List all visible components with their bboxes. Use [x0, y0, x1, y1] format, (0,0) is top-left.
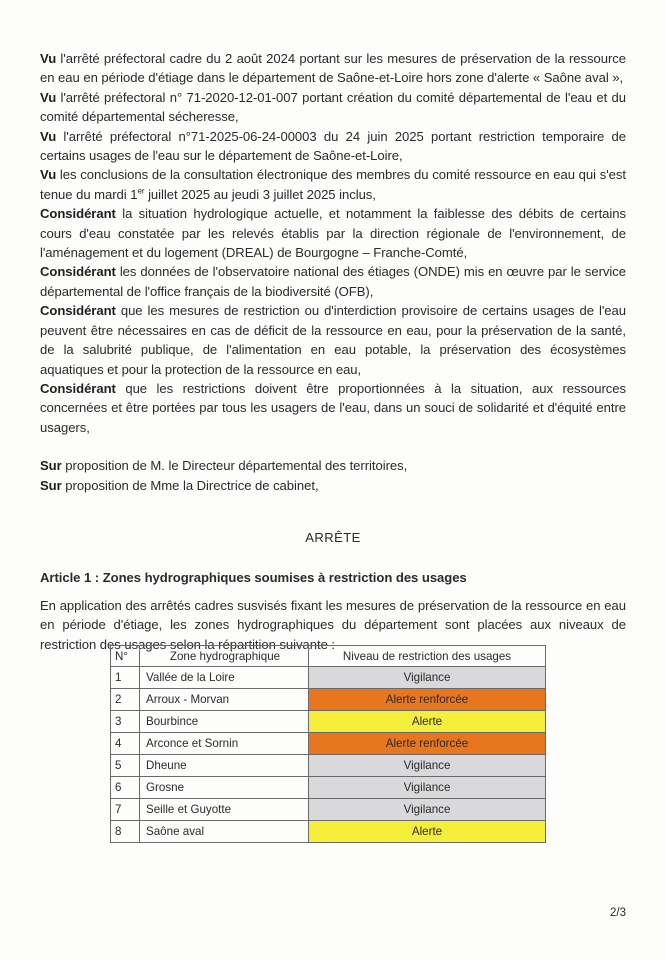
row-num: 8 [111, 821, 140, 843]
lead-word: Considérant [40, 206, 116, 222]
lead-word: Vu [40, 51, 57, 66]
restriction-table [110, 645, 546, 843]
table-row [111, 821, 546, 843]
preamble-considerant-2 [40, 262, 626, 301]
row-num: 5 [111, 755, 140, 777]
paragraph-text: que les restrictions doivent être proportionnées à la situation, aux ressources concernées et être portées par tous les usagers de l'eau, dans un souci de solidarité et d'équité entre usagers, [40, 380, 626, 435]
preamble-vu-4 [40, 165, 626, 204]
proposal-1 [40, 456, 626, 475]
row-zone: Seille et Guyotte [140, 799, 309, 821]
row-level: Alerte renforcée [309, 689, 546, 711]
row-level: Vigilance [309, 777, 546, 799]
header-num: N° [111, 646, 140, 667]
table-row [111, 667, 546, 689]
page-number: 2/3 [610, 907, 626, 919]
paragraph-text: les données de l'observatoire national des étiages (ONDE) mis en œuvre par le service départemental de l'office français de la biodiversité (OFB), [40, 264, 626, 299]
row-num: 6 [111, 777, 140, 799]
table-row [111, 777, 546, 799]
spacer [40, 437, 626, 456]
row-zone: Arconce et Sornin [140, 733, 309, 755]
superscript: er [137, 186, 145, 196]
row-num: 2 [111, 689, 140, 711]
paragraph-text: juillet 2025 au jeudi 3 juillet 2025 inclus, [144, 186, 376, 202]
table-row [111, 689, 546, 711]
paragraph-text: l'arrêté préfectoral n°71-2025-06-24-00003 du 24 juin 2025 portant restriction temporaire de certains usages de l'eau sur le département de Saône-et-Loire, [40, 128, 626, 164]
row-level: Vigilance [309, 667, 546, 689]
row-num: 7 [111, 799, 140, 821]
lead-word: Sur [40, 477, 62, 493]
lead-word: Vu [40, 167, 57, 183]
row-zone: Grosne [140, 777, 309, 799]
row-level: Vigilance [309, 799, 546, 821]
row-level: Alerte [309, 711, 546, 733]
row-num: 3 [111, 711, 140, 733]
article-1-body: En application des arrêtés cadres susvisés fixant les mesures de préservation de la ressource en eau en période d'étiage, les zones hydrographiques du département sont placées aux niveaux de restriction des usages selon la répartition suivante : [40, 597, 626, 652]
paragraph-text: l'arrêté préfectoral n° 71-2020-12-01-007 portant création du comité départemental de l'eau et du comité départemental sécheresse, [40, 89, 626, 125]
preamble-vu-1 [40, 49, 626, 88]
row-zone: Arroux - Morvan [140, 689, 309, 711]
proposal-2 [40, 476, 626, 495]
preamble-vu-2 [40, 88, 626, 127]
header-level: Niveau de restriction des usages [309, 646, 546, 667]
paragraph-text: l'arrêté préfectoral cadre du 2 août 2024 portant sur les mesures de préservation de la ressource en eau en période d'étiage dans le département de Saône-et-Loire hors zone d'alerte « Saône aval », [40, 51, 626, 86]
paragraph-text: la situation hydrologique actuelle, et notamment la faiblesse des débits de certains cours d'eau constatée par les relevés établis par la direction régionale de l'environnement, de l'aménagement et du logement (DREAL) de Bourgogne – Franche-Comté, [40, 206, 626, 261]
row-num: 4 [111, 733, 140, 755]
table-row [111, 733, 546, 755]
paragraph-text: proposition de M. le Directeur départemental des territoires, [61, 458, 408, 474]
preamble-considerant-3 [40, 301, 626, 379]
row-level: Alerte [309, 821, 546, 843]
preamble-vu-3 [40, 127, 626, 166]
lead-word: Considérant [40, 380, 116, 396]
lead-word: Sur [40, 458, 62, 474]
table-row [111, 755, 546, 777]
lead-word: Considérant [40, 303, 116, 319]
table-header-row [111, 646, 546, 667]
paragraph-text: les conclusions de la consultation électronique des membres du comité ressource en eau qui s'est tenue du mardi 1 [40, 167, 626, 202]
preamble-considerant-1 [40, 204, 626, 262]
lead-word: Vu [40, 89, 57, 105]
article-1-title: Article 1 : Zones hydrographiques soumises à restriction des usages [40, 570, 467, 586]
table-row [111, 799, 546, 821]
row-zone: Saône aval [140, 821, 309, 843]
row-level: Vigilance [309, 755, 546, 777]
lead-word: Considérant [40, 264, 116, 280]
row-zone: Bourbince [140, 711, 309, 733]
paragraph-text: proposition de Mme la Directrice de cabinet, [61, 477, 319, 493]
lead-word: Vu [40, 128, 57, 144]
row-num: 1 [111, 667, 140, 689]
row-level: Alerte renforcée [309, 733, 546, 755]
document-body [40, 49, 626, 654]
preamble-considerant-4 [40, 379, 626, 437]
table-row [111, 711, 546, 733]
header-zone: Zone hydrographique [140, 646, 309, 667]
arrete-heading: ARRÊTE [305, 529, 361, 545]
row-zone: Vallée de la Loire [140, 667, 309, 689]
paragraph-text: que les mesures de restriction ou d'interdiction provisoire de certains usages de l'eau peuvent être nécessaires en cas de déficit de la ressource en eau, pour la préservation de la santé, de la salubrité publique, de l'alimentation en eau potable, la préservation des écosystèmes aquatiques et pour la protection de la ressource en eau, [40, 303, 626, 377]
row-zone: Dheune [140, 755, 309, 777]
